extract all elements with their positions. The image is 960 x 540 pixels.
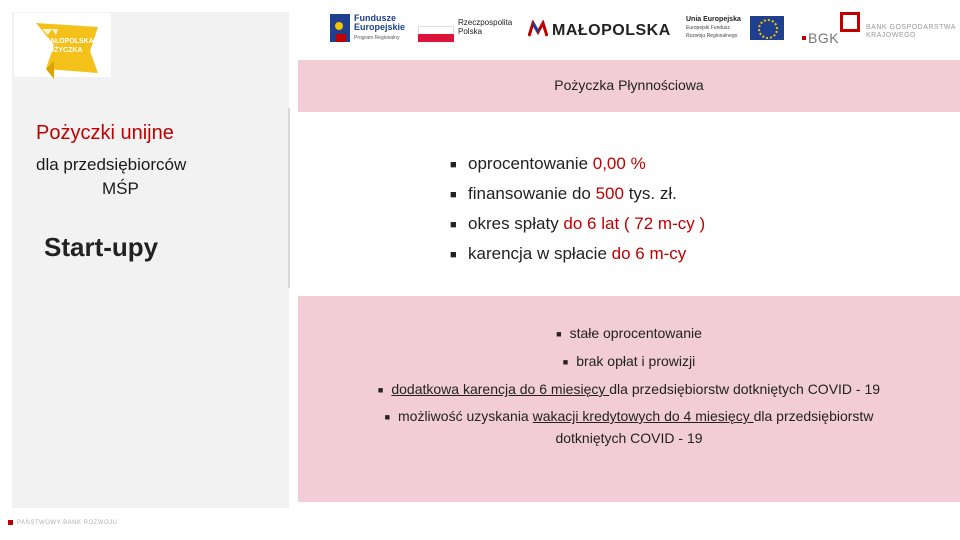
logo-brand-1: MAŁOPOLSKA	[44, 38, 94, 45]
term-suffix: tys. zł.	[623, 184, 677, 203]
unia-europejska-logo	[686, 16, 741, 40]
malopolska-m-icon	[528, 20, 548, 41]
term-label: finansowanie do	[468, 184, 591, 203]
bgk-logo-text: BGK	[808, 30, 840, 46]
feature-text: brak opłat i prowizji	[576, 353, 696, 369]
term-text	[468, 214, 705, 234]
feature-underlined: dodatkowa karencja do 6 miesięcy	[391, 381, 610, 397]
rzeczpospolita-logo	[458, 18, 512, 36]
product-title: Pożyczka Płynnościowa	[554, 77, 704, 93]
term-value: 0,00 %	[588, 154, 646, 173]
bullet-square-icon: ■	[556, 329, 562, 339]
feature-continuation: dotkniętych COVID - 19	[555, 430, 703, 446]
category-label: Start-upy	[44, 232, 159, 262]
features-box	[298, 296, 960, 502]
fe-sub: Program Regionalny	[354, 35, 400, 41]
bgk-full-name	[866, 24, 956, 40]
feature-text: stałe oprocentowanie	[569, 325, 702, 341]
fe-flag-icon	[330, 14, 350, 42]
term-item	[450, 154, 770, 184]
bullet-square-icon: ■	[450, 219, 457, 231]
term-value: do 6 m-cy	[606, 244, 687, 263]
logo-brand-2: POŻYCZKA	[44, 47, 83, 54]
term-text	[468, 184, 677, 204]
term-label: karencja w spłacie	[468, 244, 607, 263]
partner-logos	[330, 10, 960, 50]
fe-text	[354, 14, 405, 43]
bullet-square-icon: ■	[450, 249, 457, 261]
feature-item	[298, 381, 960, 397]
feature-item	[298, 353, 960, 369]
fundusze-europejskie-logo	[330, 10, 410, 50]
logo-text	[44, 37, 94, 55]
subtitle-line-1: dla przedsiębiorców	[36, 155, 187, 174]
ue-sub-1: Europejski Fundusz	[686, 25, 730, 31]
fe-red-icon	[336, 34, 346, 42]
bullet-square-icon: ■	[562, 357, 569, 367]
term-value: do 6 lat ( 72 m-cy )	[558, 214, 706, 233]
feature-item	[298, 325, 960, 341]
bgk-box-icon	[840, 12, 860, 32]
bullet-square-icon: ■	[377, 385, 384, 395]
term-value: 500	[590, 184, 624, 203]
term-item	[450, 214, 770, 244]
terms-list	[450, 154, 770, 274]
poland-flag-red-icon	[418, 34, 454, 42]
bullet-square-icon: ■	[384, 412, 390, 422]
eu-flag-icon	[750, 16, 784, 40]
bgk-square-icon	[802, 36, 806, 40]
subtitle-line-2: MŚP	[102, 179, 139, 198]
feature-underlined: wakacji kredytowych do 4 miesięcy	[532, 408, 754, 424]
feature-text: dla przedsiębiorstw	[753, 408, 874, 424]
rp-name-2: Polska	[458, 27, 483, 36]
feature-prefix: możliwość uzyskania	[398, 408, 533, 424]
divider-line	[288, 108, 290, 288]
product-header	[298, 60, 960, 112]
fe-name-1: Fundusze	[354, 13, 396, 23]
bgk-full-1: BANK GOSPODARSTWA	[866, 24, 956, 31]
term-label: oprocentowanie	[468, 154, 589, 173]
malopolska-pozyczka-logo	[14, 13, 111, 77]
left-title: Pożyczki unijne	[36, 122, 174, 144]
fe-star-icon	[335, 22, 343, 30]
feature-item	[298, 408, 960, 424]
bullet-square-icon: ■	[450, 159, 457, 171]
term-text	[468, 154, 646, 174]
term-label: okres spłaty	[468, 214, 559, 233]
term-item	[450, 184, 770, 214]
fe-name-2: Europejskie	[354, 22, 406, 32]
footer-text: PAŃSTWOWY BANK ROZWOJU	[17, 520, 118, 526]
malopolska-logo-text: MAŁOPOLSKA	[552, 22, 671, 39]
left-subtitle	[36, 153, 226, 201]
term-item	[450, 244, 770, 274]
bgk-full-2: KRAJOWEGO	[866, 32, 917, 39]
feature-text: dla przedsiębiorstw dotkniętych COVID - 19	[609, 381, 881, 397]
rp-name-1: Rzeczpospolita	[458, 18, 513, 27]
term-text	[468, 244, 686, 264]
footer-square-icon	[8, 520, 13, 525]
eu-stars-icon	[758, 19, 778, 39]
bullet-square-icon: ■	[450, 189, 457, 201]
ue-name: Unia Europejska	[686, 16, 741, 23]
ue-sub-2: Rozwoju Regionalnego	[686, 33, 738, 39]
